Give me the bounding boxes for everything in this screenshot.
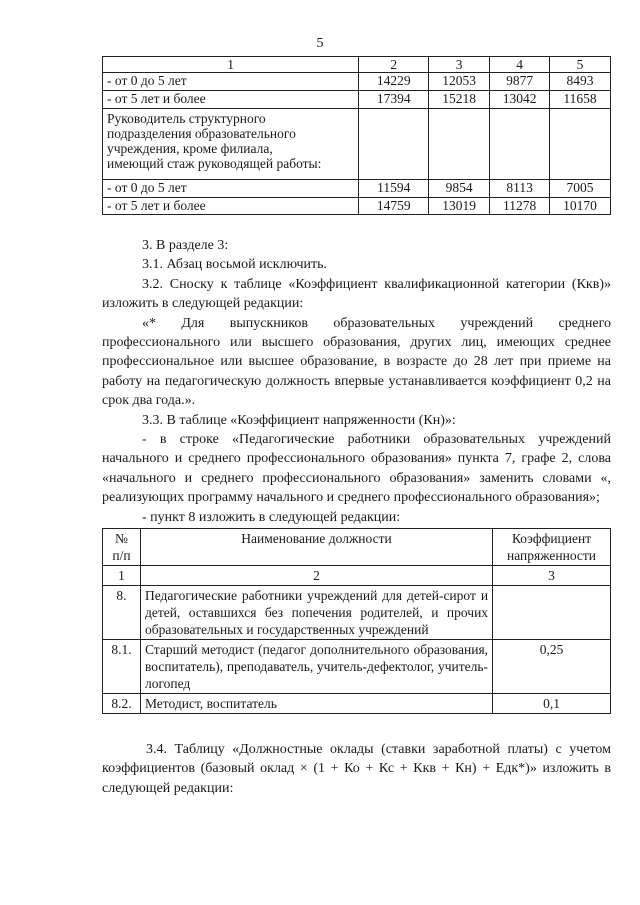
row-number: 8.2. [103,694,141,714]
row-label [103,109,359,180]
table-row [103,198,611,215]
row-label-line: Руководитель структурного [107,111,266,126]
header-text: напряженности [507,548,597,563]
paragraph-row-replacement: - в строке «Педагогические работники образовательных учреждений начального и среднего профессионального образования» пункта 7, графе 2, слова «начального и среднего профессионального образования» заменить словами «, реализующих программу начального и среднего профессионального образования»; [102,432,611,506]
salary-table [102,56,611,215]
paragraph-3-2: 3.2. Сноску к таблице «Коэффициент квалификационной категории (Ккв)» изложить в следующей редакции: [102,276,611,312]
row-value: 11594 [359,180,429,198]
row-value: 7005 [550,180,611,198]
table-row [103,109,611,180]
header-text: Коэффициент [511,531,592,546]
table-row [103,91,611,109]
table-row [103,73,611,91]
row-value: 8493 [550,73,611,91]
paragraph-footnote: «* Для выпускников образовательных учреждений среднего профессионального или высшего образования, других лиц, имеющих среднее профессиональное или высшее образование, в возрасте до 28 лет при приеме на работу на педагогическую должность впервые устанавливается коэффициент 0,2 на срок два года.». [102,315,611,409]
row-label: - от 5 лет и более [103,91,359,109]
header-cell: 2 [359,57,429,73]
row-coefficient: 0,25 [493,640,611,694]
row-coefficient: 0,1 [493,694,611,714]
page-number: 5 [316,36,324,51]
row-label: - от 5 лет и более [103,198,359,215]
paragraph-section-3: 3. В разделе 3: [142,238,229,253]
row-label: - от 0 до 5 лет [103,180,359,198]
amendment-text [102,236,611,527]
row-value [550,109,611,180]
row-position-name: Старший методист (педагог дополнительного образования, воспитатель), преподаватель, учитель-дефектолог, учитель-логопед [140,640,492,694]
header-cell: 3 [429,57,490,73]
header-cell-coefficient [493,529,611,566]
column-number: 1 [103,566,141,586]
header-cell-name: Наименование должности [140,529,492,566]
row-value: 15218 [429,91,490,109]
row-value: 12053 [429,73,490,91]
table-header-row [103,529,611,566]
row-position-name: Педагогические работники учреждений для детей-сирот и детей, оставшихся без попечения родителей, и прочих образовательных и государственных учреждений [140,586,492,640]
row-number: 8.1. [103,640,141,694]
table-row [103,694,611,714]
row-label: - от 0 до 5 лет [103,73,359,91]
row-value [490,109,550,180]
paragraph-3-4: 3.4. Таблицу «Должностные оклады (ставки заработной платы) с учетом коэффициентов (базовый оклад × (1 + Ко + Кс + Ккв + Кн) + Едк*)» изложить в следующей редакции: [102,742,611,796]
row-value: 13019 [429,198,490,215]
row-number: 8. [103,586,141,640]
row-value: 9877 [490,73,550,91]
paragraph-point-8: - пункт 8 изложить в следующей редакции: [142,509,401,525]
row-label-line: учреждения, кроме филиала, [107,141,273,156]
row-position-name: Методист, воспитатель [140,694,492,714]
tension-coefficient-table [102,528,611,714]
row-value: 14229 [359,73,429,91]
row-value: 11278 [490,198,550,215]
column-number: 2 [140,566,492,586]
header-cell-number [103,529,141,566]
header-cell: 1 [103,57,359,73]
row-value: 13042 [490,91,550,109]
header-cell: 4 [490,57,550,73]
row-value: 8113 [490,180,550,198]
row-value: 9854 [429,180,490,198]
row-label-line: имеющий стаж руководящей работы: [107,156,322,171]
column-number: 3 [493,566,611,586]
row-value [429,109,490,180]
table-row [103,586,611,640]
row-value: 11658 [550,91,611,109]
row-value: 17394 [359,91,429,109]
header-text: п/п [112,548,131,563]
header-text: № [115,531,128,546]
amendment-text-3-4 [102,740,611,798]
row-value: 14759 [359,198,429,215]
row-label-line: подразделения образовательного [107,126,296,141]
table-row [103,180,611,198]
row-value [359,109,429,180]
row-coefficient [493,586,611,640]
header-cell: 5 [550,57,611,73]
column-number-row [103,566,611,586]
row-value: 10170 [550,198,611,215]
table-row [103,640,611,694]
table-header-row [103,57,611,73]
paragraph-3-1: 3.1. Абзац восьмой исключить. [142,257,328,273]
paragraph-3-3: 3.3. В таблице «Коэффициент напряженности (Кн)»: [142,412,456,428]
